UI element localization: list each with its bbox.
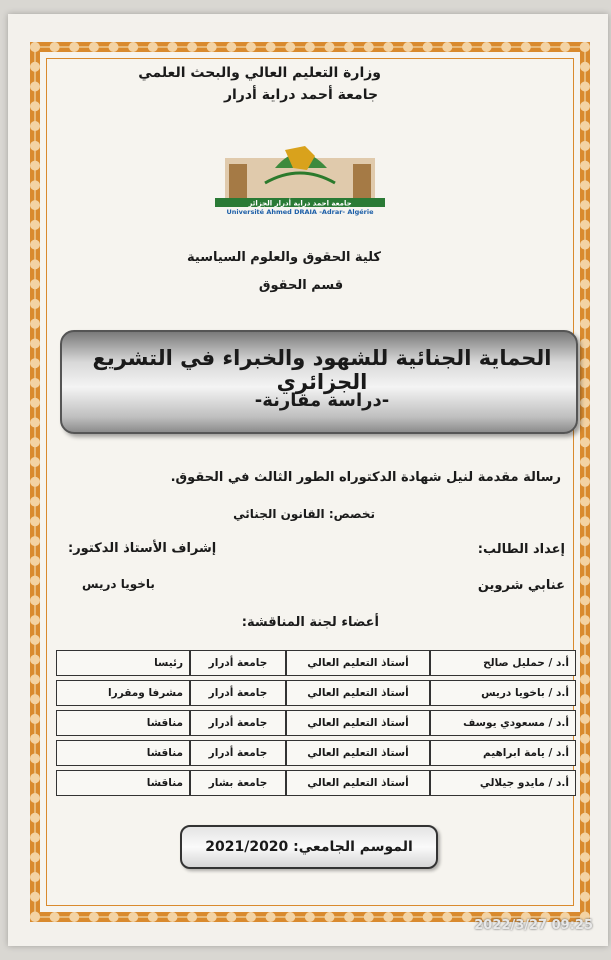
member-university: جامعة أدرار [190, 680, 286, 706]
table-row [56, 650, 576, 676]
ministry-header [138, 62, 381, 106]
table-row [56, 710, 576, 736]
university-logo [215, 128, 385, 216]
logo-french-text: Université Ahmed DRAIA -Adrar- Algérie [226, 208, 374, 216]
logo-arabic-text: جامعة احمد دراية أدرار الجزائر [248, 199, 352, 208]
table-row [56, 680, 576, 706]
member-university: جامعة أدرار [190, 740, 286, 766]
member-university: جامعة أدرار [190, 650, 286, 676]
title-box [60, 330, 578, 434]
member-role: مناقشا [56, 710, 190, 736]
table-row [56, 770, 576, 796]
member-name: أ.د / يامة ابراهيم [430, 740, 576, 766]
member-role: مناقشا [56, 770, 190, 796]
member-role: رئيسا [56, 650, 190, 676]
thesis-subtitle: -دراسة مقارنة- [254, 390, 390, 411]
table-row [56, 740, 576, 766]
faculty-name: كلية الحقوق والعلوم السياسية [187, 250, 381, 265]
member-rank: أستاذ التعليم العالي [286, 650, 430, 676]
university-name: جامعة أحمد دراية أدرار [223, 87, 379, 103]
member-rank: أستاذ التعليم العالي [286, 680, 430, 706]
member-rank: أستاذ التعليم العالي [286, 770, 430, 796]
member-rank: أستاذ التعليم العالي [286, 740, 430, 766]
member-university: جامعة أدرار [190, 710, 286, 736]
member-role: مشرفا ومقررا [56, 680, 190, 706]
member-name: أ.د / حمليل صالح [430, 650, 576, 676]
thesis-note: رسالة مقدمة لنيل شهادة الدكتوراه الطور الثالث في الحقوق. [170, 470, 561, 485]
ministry-name: وزارة التعليم العالي والبحث العلمي [138, 65, 381, 81]
department-name: قسم الحقوق [258, 278, 344, 293]
supervisor-label: إشراف الأستاذ الدكتور: [68, 541, 217, 556]
photo-timestamp: 2022/3/27 09:25 [474, 918, 593, 933]
member-name: أ.د / مايدو جيلالي [430, 770, 576, 796]
thesis-title: الحماية الجنائية للشهود والخبراء في التشريع الجزائري [92, 346, 552, 394]
student-name: عنابي شروين [477, 578, 565, 593]
member-university: جامعة بشار [190, 770, 286, 796]
supervisor-name: باخويا دريس [82, 577, 155, 591]
committee-table [56, 646, 576, 800]
member-name: أ.د / باخويا دريس [430, 680, 576, 706]
academic-season: الموسم الجامعي: 2021/2020 [180, 825, 438, 869]
faculty-header [187, 244, 381, 300]
specialty: تخصص: القانون الجنائي [233, 507, 375, 521]
committee-label: أعضاء لجنة المناقشة: [241, 615, 379, 630]
member-rank: أستاذ التعليم العالي [286, 710, 430, 736]
member-role: مناقشا [56, 740, 190, 766]
student-label: إعداد الطالب: [477, 542, 565, 557]
member-name: أ.د / مسعودي يوسف [430, 710, 576, 736]
